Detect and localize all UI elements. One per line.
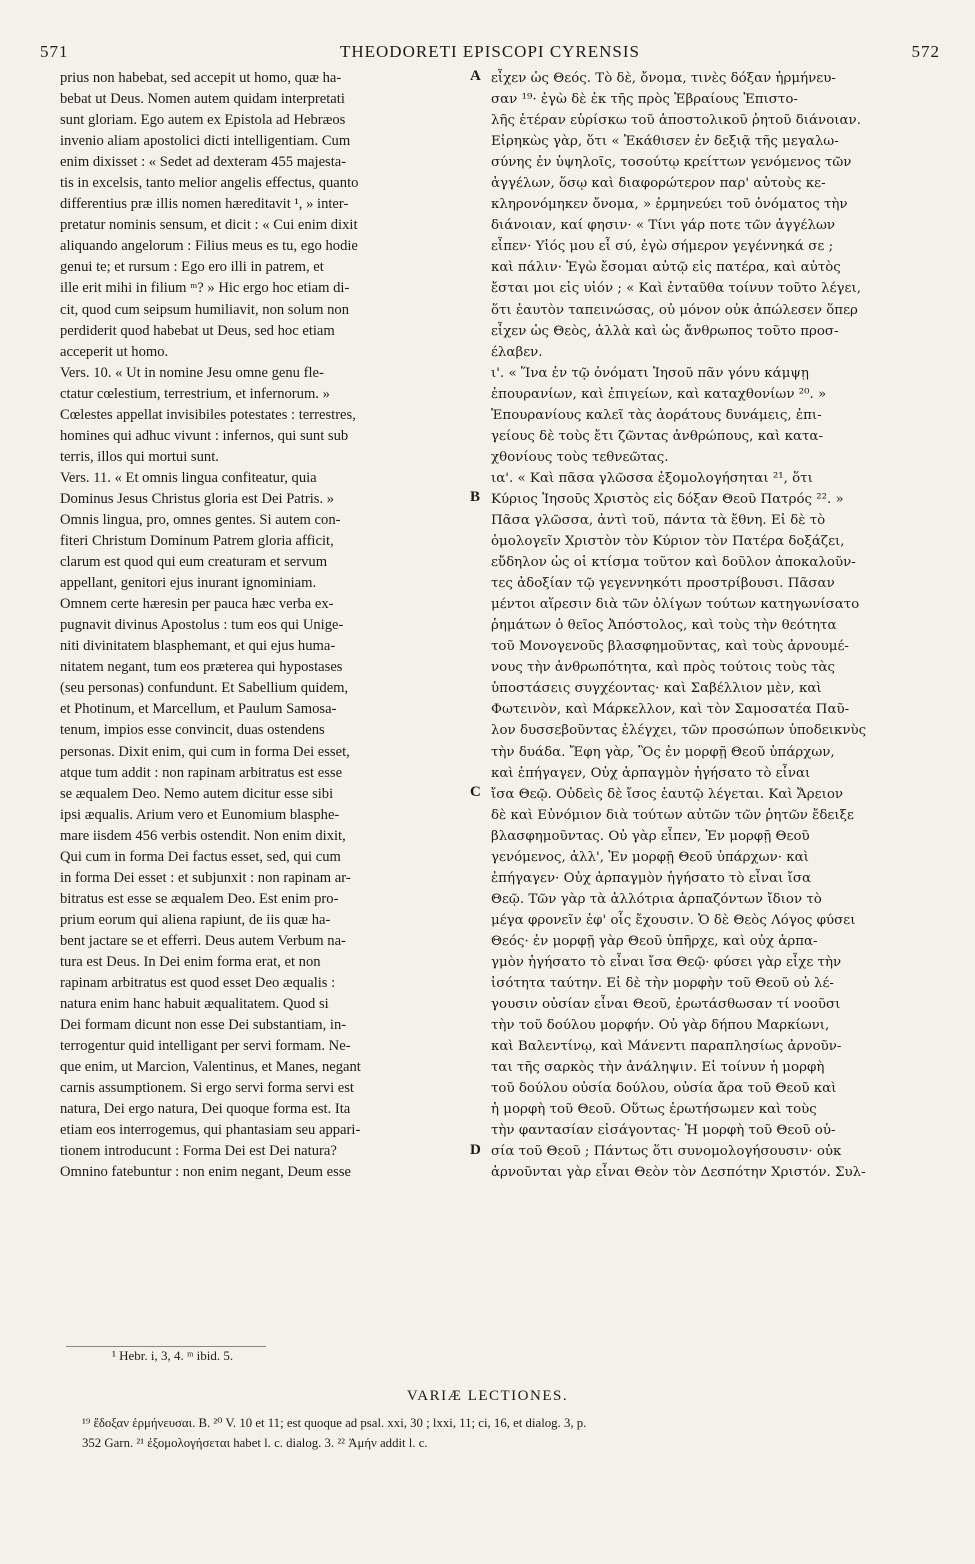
latin-text-line: differentius præ illis nomen hæreditavit ¹, » inter- [60, 196, 349, 213]
latin-text-line: pugnavit divinus Apostolus : tum eos qui Unige- [60, 617, 344, 634]
greek-text-line: μέγα φρονεῖν ἐφ' οἷς ἔχουσιν. Ὁ δὲ Θεὸς Λόγος φύσει [491, 912, 856, 928]
latin-text-line: Dei formam dicunt non esse Dei substantiam, in- [60, 1017, 347, 1034]
greek-text-line: ἐπήγαγεν· Οὐχ ἁρπαγμὸν ἡγήσατο τὸ εἶναι ἴσα [491, 870, 812, 886]
greek-text-line: καὶ πάλιν· Ἐγὼ ἔσομαι αὐτῷ εἰς πατέρα, καὶ αὐτὸς [491, 260, 841, 276]
greek-text-line: σύνης ἐν ὑψηλοῖς, τοσούτῳ κρείττων γενόμενος τῶν [491, 155, 852, 171]
greek-text-line: έλαβεν. [491, 344, 543, 360]
greek-text-line: σία τοῦ Θεοῦ ; Πάντως ὅτι συνομολογήσουσιν· οὐκ [491, 1144, 842, 1160]
latin-text-line: homines qui adhuc vivunt : infernos, qui sunt sub [60, 427, 349, 444]
latin-text-line: se æqualem Deo. Nemo autem dicitur esse sibi [60, 785, 334, 802]
latin-text-line: prium eorum qui aliena rapiunt, de iis quæ ha- [60, 911, 331, 928]
greek-text-line: χθονίους τοὺς τεθνεῶτας. [491, 449, 669, 465]
greek-text-line: τοῦ Μονογενοῦς βλασφημοῦντας, καὶ τοὺς ἀρνουμέ- [491, 639, 849, 655]
greek-text-line: σαν ¹⁹· ἐγὼ δὲ ἐκ τῆς πρὸς Ἑβραίους Ἐπιστο- [491, 92, 798, 108]
latin-text-line: mare iisdem 456 verbis ostendit. Non enim dixit, [60, 827, 346, 844]
greek-text-line: ὅτι ἑαυτὸν ταπεινώσας, οὐ μόνον οὐκ ἀπώλεσεν ὅπερ [491, 302, 858, 318]
latin-text-line: Omnis lingua, pro, omnes gentes. Si autem con- [60, 511, 341, 528]
page-header [40, 42, 940, 66]
variae-line: ¹⁹ ἔδοξαν ἑρμήνευσαι. B. ²⁰ V. 10 et 11; est quoque ad psal. xxi, 30 ; lxxi, 11; ci, 16, et dialog. 3, p. [82, 1416, 587, 1430]
greek-text-line: γείους δὲ τοὺς ἔτι ζῶντας ἀνθρώπους, καὶ κατα- [491, 428, 824, 444]
greek-text-line: τὴν δυάδα. Ἔφη γὰρ, Ὃς ἐν μορφῇ Θεοῦ ὑπάρχων, [491, 744, 835, 760]
footnote-rule [66, 1346, 266, 1347]
latin-text-line: Vers. 11. « Et omnis lingua confiteatur, quia [60, 469, 317, 486]
greek-text-line: εἶπεν· Υἱός μου εἶ σύ, ἐγὼ σήμερον γεγέννηκά σε ; [491, 239, 834, 255]
margin-marker: D [470, 1141, 481, 1158]
latin-column [60, 68, 475, 1183]
greek-text-line: ἰσότητα ταύτην. Εἰ δὲ τὴν μορφὴν τοῦ Θεοῦ οὐ λέ- [491, 976, 834, 992]
greek-text-line: τὴν τοῦ δούλου μορφήν. Οὐ γὰρ δήπου Μαρκίωνι, [491, 1018, 830, 1034]
latin-text-line: tis in excelsis, tanto melior angelis effectus, quanto [60, 175, 359, 192]
greek-text-line: ἀγγέλων, ὅσῳ καὶ διαφορώτερον παρ' αὐτοὺς κε- [491, 176, 826, 192]
latin-text-line: (seu personas) confundunt. Et Sabellium quidem, [60, 680, 349, 697]
greek-text-line: Πᾶσα γλῶσσα, ἀντὶ τοῦ, πάντα τὰ ἔθνη. Εἰ δὲ τὸ [491, 512, 826, 528]
latin-text-line: bebat ut Deus. Nomen autem quidam interpretati [60, 91, 345, 108]
greek-text-line: βλασφημοῦντας. Οὐ γὰρ εἶπεν, Ἐν μορφῇ Θεοῦ [491, 828, 810, 844]
greek-text-line: ἡ μορφὴ τοῦ Θεοῦ. Οὕτως ἐρωτήσωμεν καὶ τοὺς [491, 1102, 817, 1118]
latin-text-line: personas. Dixit enim, qui cum in forma Dei esset, [60, 743, 350, 760]
latin-text-line: carnis assumptionem. Si ergo servi forma servi est [60, 1080, 354, 1097]
greek-text-line: καὶ Βαλεντίνῳ, καὶ Μάνεντι παραπλησίως ἀρνοῦν- [491, 1039, 842, 1055]
running-title: THEODORETI EPISCOPI CYRENSIS [339, 42, 641, 61]
latin-text-line: tura est Deus. In Dei enim forma erat, et non [60, 953, 321, 970]
greek-text-line: Κύριος Ἰησοῦς Χριστὸς εἰς δόξαν Θεοῦ Πατρός ²². » [491, 491, 844, 507]
greek-text-line: εἶχεν ὡς Θεὸς, ἀλλὰ καὶ ὡς ἄνθρωπος τοῦτο προσ- [491, 323, 839, 339]
latin-text-line: que enim, ut Marcion, Valentinus, et Manes, negant [60, 1059, 361, 1076]
greek-text-line: Θεός· ἐν μορφῇ γὰρ Θεοῦ ὑπῆρχε, καὶ οὐχ ἁρπα- [491, 933, 818, 949]
greek-text-line: ὁμολογεῖν Χριστὸν τὸν Κύριον τὸν Πατέρα δοξάζει, [491, 534, 845, 550]
latin-text-line: bent jactare se et efferri. Deus autem Verbum na- [60, 932, 346, 949]
latin-text-line: Vers. 10. « Ut in nomine Jesu omne genu fle- [60, 364, 324, 381]
greek-column [491, 68, 916, 1183]
greek-text-line: μέντοι αἵρεσιν διὰ τῶν ὀλίγων τούτων κατηγωνίσατο [491, 597, 860, 613]
latin-text-line: Cœlestes appellat invisibiles potestates : terrestres, [60, 406, 356, 423]
margin-marker: B [470, 489, 481, 505]
latin-text-line: Omnino fatebuntur : non enim negant, Deum esse [60, 1164, 351, 1181]
greek-text-line: τοῦ δούλου οὐσία δούλου, οὐσία ἄρα τοῦ Θεοῦ καὶ [491, 1081, 837, 1097]
greek-text-line: Θεῷ. Τῶν γὰρ τὰ ἀλλότρια ἁρπαζόντων ἴδιον τὸ [491, 891, 822, 907]
latin-text-line: bitratus est esse se æqualem Deo. Est enim pro- [60, 890, 339, 907]
latin-text-line: prius non habebat, sed accepit ut homo, quæ ha- [60, 70, 342, 86]
greek-text-line: ι'. « Ἵνα ἐν τῷ ὀνόματι Ἰησοῦ πᾶν γόνυ κάμψῃ [491, 365, 809, 381]
footnote: ¹ Hebr. i, 3, 4. ᵐ ibid. 5. [112, 1348, 234, 1363]
latin-text-line: natura, Dei ergo natura, Dei quoque forma est. Ita [60, 1101, 351, 1118]
latin-text-line: in forma Dei esset : et subjunxit : non rapinam ar- [60, 869, 351, 886]
latin-text-line: Dominus Jesus Christus gloria est Dei Patris. » [60, 490, 335, 507]
greek-text-line: ται τῆς σαρκὸς τὴν ἀνάληψιν. Εἰ τοίνυν ἡ μορφὴ [491, 1060, 825, 1076]
latin-text-line: cit, quod cum seipsum humiliavit, non solum non [60, 301, 350, 318]
greek-text-line: ὑποστάσεις συγχέοντας· καὶ Σαβέλλιον μὲν, καὶ [491, 681, 822, 697]
greek-text-line: γενόμενος, ἀλλ', Ἐν μορφῇ Θεοῦ ὑπάρχων· καὶ [491, 849, 809, 865]
variae-line: 352 Garn. ²¹ ἐξομολογήσεται habet l. c. dialog. 3. ²² Ἀμήν addit l. c. [82, 1436, 428, 1450]
latin-text-line: Omnem certe hæresin per pauca hæc verba ex- [60, 596, 334, 613]
greek-text-line: δὲ καὶ Εὐνόμιον διὰ τούτων αὐτῶν τῶν ῥητῶν ἔδειξε [491, 807, 854, 823]
greek-text-line: Φωτεινὸν, καὶ Μάρκελλον, καὶ τὸν Σαμοσατέα Παῦ- [491, 702, 850, 718]
latin-text-line: pretatur nominis sensum, et dicit : « Cui enim dixit [60, 217, 358, 234]
latin-text-line: aliquando angelorum : Filius meus es tu, ego hodie [60, 238, 358, 255]
latin-text-line: acceperit ut homo. [60, 343, 169, 360]
latin-text-line: niti divinitatem blasphemant, et qui ejus huma- [60, 638, 336, 655]
latin-text-line: ctatur cœlestium, terrestrium, et infernorum. » [60, 385, 330, 402]
latin-text-line: ille erit mihi in filium ᵐ? » Hic ergo hoc etiam di- [60, 280, 350, 297]
latin-text-line: ipsi æqualis. Arium vero et Eunomium blasphe- [60, 806, 340, 823]
latin-text-line: etiam eos interrogemus, qui phantasiam seu appari- [60, 1122, 361, 1139]
greek-text-line: Ἐπουρανίους καλεῖ τὰς ἀοράτους δυνάμεις, ἐπι- [491, 407, 822, 423]
latin-text-line: perdiderit quod habebat ut Deus, sed hoc etiam [60, 322, 335, 339]
greek-text-line: λον δυσσεβοῦντας ἐλέγχει, τῶν προσώπων ὑποδεικνὺς [491, 723, 867, 739]
page-number-right: 572 [911, 42, 940, 61]
greek-text-line: καὶ ἐπήγαγεν, Οὐχ ἁρπαγμὸν ἡγήσατο τὸ εἶναι [491, 765, 811, 781]
latin-text-line: appellant, genitori ejus inurant ignominiam. [60, 575, 317, 592]
latin-text-line: rapinam arbitratus est quod esset Deo æqualis : [60, 975, 336, 992]
greek-text-line: κληρονόμηκεν ὄνομα, » ἑρμηνεύει τοῦ ὀνόματος τὴν [491, 197, 848, 213]
greek-text-line: διάνοιαν, καί φησιν· « Τίνι γάρ ποτε τῶν ἀγγέλων [491, 218, 836, 234]
greek-text-line: ῥημάτων ὁ θεῖος Ἀπόστολος, καὶ τοὺς τὴν θεότητα [491, 618, 837, 634]
variae-lectiones-text [82, 1413, 902, 1453]
variae-lectiones-heading: VARIÆ LECTIONES. [406, 1388, 569, 1404]
latin-text-line: fiteri Christum Dominum Patrem gloria afficit, [60, 533, 334, 550]
latin-text-line: atque tum addit : non rapinam arbitratus est esse [60, 764, 343, 781]
margin-marker: C [470, 783, 481, 800]
latin-text-line: terris, illos qui mortui sunt. [60, 448, 219, 465]
greek-text-line: λῆς ἑτέραν εὑρίσκω τοῦ ἀποστολικοῦ ῥητοῦ διάνοιαν. [491, 113, 861, 129]
greek-text-line: ἀρνοῦνται γὰρ εἶναι Θεὸν τὸν Δεσπότην Χριστόν. Συλ- [491, 1165, 866, 1181]
latin-text-line: clarum est quod qui eum creaturam et servum [60, 554, 328, 571]
latin-text-line: terrogentur quid intelligant per servi formam. Ne- [60, 1038, 351, 1055]
latin-text-line: nitatem negant, tum eos præterea qui hypostases [60, 659, 343, 676]
latin-text-line: tionem introducunt : Forma Dei est Dei natura? [60, 1143, 337, 1160]
latin-text-line: enim dixisset : « Sedet ad dexteram 455 majesta- [60, 154, 347, 171]
latin-text-line: Qui cum in forma Dei factus esset, sed, qui cum [60, 848, 341, 865]
latin-text-line: invenio aliam apostolici dicti intelligentiam. Cum [60, 133, 351, 150]
greek-text-line: τες ἀδοξίαν τῷ γεγεννηκότι προστρίβουσι. Πᾶσαν [491, 576, 835, 592]
latin-text-line: sunt gloriam. Ego autem ex Epistola ad Hebræos [60, 112, 346, 129]
greek-text-line: Εἰρηκὼς γὰρ, ὅτι « Ἐκάθισεν ἐν δεξιᾷ τῆς μεγαλω- [491, 134, 839, 150]
greek-text-line: εἶχεν ὡς Θεός. Τὸ δὲ, ὄνομα, τινὲς δόξαν ἡρμήνευ- [491, 71, 836, 86]
greek-text-line: ια'. « Καὶ πᾶσα γλῶσσα ἐξομολογήσηται ²¹, ὅτι [491, 470, 813, 486]
greek-text-line: τὴν φαντασίαν εἰσάγοντας· Ἡ μορφὴ τοῦ Θεοῦ οὐ- [491, 1123, 836, 1139]
latin-text-line: tenum, impios esse convincit, duas ostendens [60, 722, 325, 739]
greek-text-line: γμὸν ἡγήσατο τὸ εἶναι ἴσα Θεῷ· φύσει γὰρ εἶχε τὴν [491, 954, 842, 970]
greek-text-line: γουσιν οὐσίαν εἶναι Θεοῦ, ἐρωτάσθωσαν τί νοοῦσι [491, 997, 841, 1013]
greek-text-line: ἐπουρανίων, καὶ ἐπιγείων, καὶ καταχθονίων ²⁰. » [491, 386, 827, 402]
latin-text-line: natura enim hanc habuit æqualitatem. Quod si [60, 996, 329, 1013]
margin-marker: A [470, 68, 481, 84]
greek-text-line: ἴσα Θεῷ. Οὐδεὶς δὲ ἴσος ἑαυτῷ λέγεται. Καὶ Ἄρειον [491, 786, 844, 802]
latin-text-line: genui te; et rursum : Ego ero illi in patrem, et [60, 259, 324, 276]
page-number-left: 571 [40, 42, 69, 61]
greek-text-line: εὔδηλον ὡς οἱ κτίσμα τοῦτον καὶ δοῦλον ἀποκαλοῦν- [491, 555, 856, 571]
greek-text-line: νους τὴν ἀνθρωπότητα, καὶ πρὸς τούτοις τοὺς τὰς [491, 660, 836, 676]
greek-text-line: ἔσται μοι εἰς υἱόν ; « Καὶ ἐνταῦθα τοίνυν τοῦτο λέγει, [491, 281, 862, 297]
latin-text-line: et Photinum, et Marcellum, et Paulum Samosa- [60, 701, 337, 718]
